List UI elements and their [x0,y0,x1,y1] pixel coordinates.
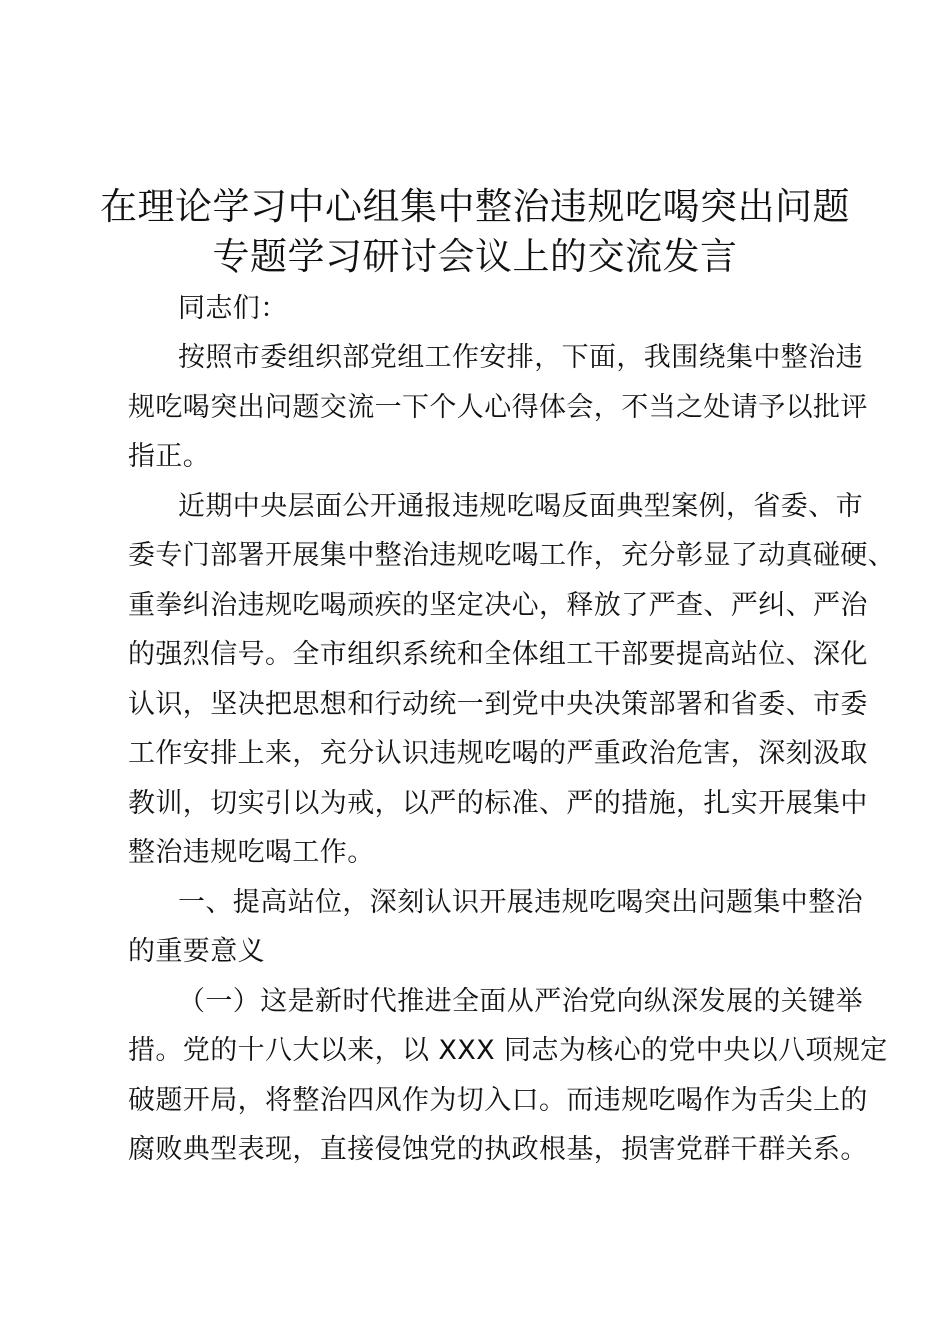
paragraph-3-line: 腐败典型表现，直接侵蚀党的执政根基，损害党群干群关系。 [128,1134,868,1165]
document-title-line-1: 在理论学习中心组集中整治违规吃喝突出问题 [100,185,850,228]
paragraph-2-line: 近期中央层面公开通报违规吃喝反面典型案例，省委、市 [178,491,863,522]
paragraph-3-line: 破题开局，将整治四风作为切入口。而违规吃喝作为舌尖上的 [128,1085,868,1116]
salutation: 同志们： [178,293,288,324]
paragraph-1-line: 按照市委组织部党组工作安排，下面，我围绕集中整治违 [178,342,863,373]
document-title-line-2: 专题学习研讨会议上的交流发言 [212,235,738,278]
paragraph-1-line: 规吃喝突出问题交流一下个人心得体会，不当之处请予以批评 [128,392,868,423]
section-heading-line: 一、提高站位，深刻认识开展违规吃喝突出问题集中整治 [178,887,863,918]
paragraph-2-line: 整治违规吃喝工作。 [128,837,375,868]
paragraph-3-line: 措。党的十八大以来，以 XXX 同志为核心的党中央以八项规定 [128,1035,888,1066]
paragraph-1-line: 指正。 [128,441,211,472]
paragraph-3-line: （一）这是新时代推进全面从严治党向纵深发展的关键举 [178,986,863,1017]
paragraph-2-line: 委专门部署开展集中整治违规吃喝工作，充分彰显了动真碰硬、 [128,540,896,571]
paragraph-2-line: 教训，切实引以为戒，以严的标准、严的措施，扎实开展集中 [128,788,868,819]
paragraph-2-line: 重拳纠治违规吃喝顽疾的坚定决心，释放了严查、严纠、严治 [128,590,868,621]
paragraph-2-line: 认识，坚决把思想和行动统一到党中央决策部署和省委、市委 [128,689,868,720]
section-heading-line: 的重要意义 [128,936,265,967]
paragraph-2-line: 的强烈信号。全市组织系统和全体组工干部要提高站位、深化 [128,639,868,670]
paragraph-2-line: 工作安排上来，充分认识违规吃喝的严重政治危害，深刻汲取 [128,738,868,769]
